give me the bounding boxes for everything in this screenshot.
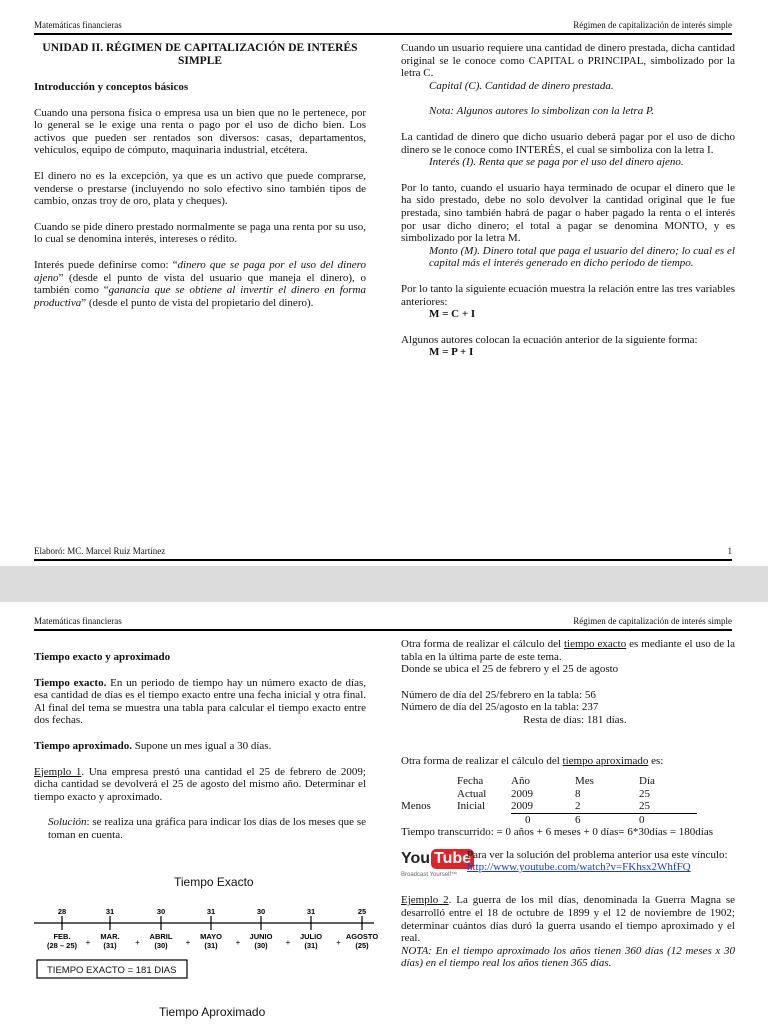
header-right: Régimen de capitalización de interés simple — [573, 616, 732, 626]
plus-sign: + — [85, 938, 91, 947]
text-run: Otra forma de realizar el cálculo del — [401, 754, 563, 767]
footer-rule — [34, 559, 732, 561]
month-sub-label: (31) — [304, 941, 318, 950]
month-name-label: JULIO — [299, 932, 323, 941]
header-cell: Fecha — [457, 775, 484, 788]
month-sub-label: (28 – 25) — [46, 941, 78, 950]
left-column — [34, 42, 366, 322]
header-rule — [34, 629, 732, 631]
text-run: . Una empresa prestó una cantidad el 25 de febrero de 2009; dicha cantidad se devolverá el 25 de agosto del mismo año. Determinar el tiempo exacto y aproximado. — [34, 765, 366, 803]
diagram-title: Tiempo Exacto — [174, 875, 254, 889]
cell: 8 — [575, 787, 581, 800]
header-rule — [34, 33, 732, 35]
header-left: Matemáticas financieras — [34, 20, 122, 30]
page-2 — [0, 602, 768, 1024]
logo-text: You — [401, 849, 431, 867]
days-difference: Resta de días: 181 días. — [523, 713, 627, 726]
plus-sign: + — [185, 938, 191, 947]
text-run: ganancia que se obtiene al invertir el dinero en forma productiva — [34, 284, 366, 309]
right-column — [401, 42, 735, 372]
header-cell: Año — [511, 775, 530, 788]
month-name-label: FEB. — [53, 932, 71, 941]
cell: 0 — [525, 813, 531, 826]
month-days-label: 25 — [357, 907, 367, 916]
cell: 2009 — [511, 800, 575, 813]
equation: M = P + I — [429, 346, 474, 359]
header-cell: Día — [639, 775, 655, 788]
row-label — [401, 813, 457, 826]
youtube-block — [401, 849, 735, 882]
cell: 25 — [639, 800, 697, 813]
example-label: Ejemplo 1 — [34, 765, 82, 778]
month-days-label: 31 — [105, 907, 115, 916]
note: NOTA: En el tiempo aproximado los años tienen 360 días (12 meses x 30 días) en el tiempo real los años tienen 365 días. — [401, 944, 735, 970]
example-2 — [401, 894, 735, 944]
cell — [457, 813, 511, 826]
solution-label: Solución — [48, 816, 87, 829]
text-run: . La guerra de los mil días, denominada la Guerra Magna se desarrolló entre el 18 de octubre de 1899 y el 12 de noviembre de 1902; determinar cuántos días duró la guerra usando el tiempo aproximado y el real. — [401, 894, 735, 945]
exact-time-paragraph — [34, 677, 366, 727]
text-run: En un periodo de tiempo hay un número exacto de días, esa cantidad de días es el tiempo exacto entre una fecha inicial y otra final. Al final del tema se muestra una tabla para calcular el tiempo exacto entre dos fechas. — [34, 676, 366, 727]
plus-sign: + — [235, 938, 241, 947]
plus-sign: + — [336, 938, 341, 947]
left-column — [34, 651, 366, 855]
header-right: Régimen de capitalización de interés simple — [573, 20, 732, 30]
month-name-label: MAR. — [100, 932, 120, 941]
term: Tiempo aproximado. — [34, 739, 132, 752]
month-name-label: MAYO — [200, 932, 222, 941]
elapsed-time: Tiempo transcurrido: = 0 años + 6 meses + 0 días= 6*30días = 180días — [401, 826, 714, 839]
text-run: es: — [648, 754, 664, 767]
paragraph: Cuando una persona física o empresa usa un bien que no le pertenece, por lo general se le exige una renta o pago por el uso de dicho bien. Los activos que pueden ser rentados son diversos: casas, departamentos, vehículos, equipo de cómputo, maquinaria industrial, etcétera. — [34, 106, 366, 157]
unit-title: UNIDAD II. RÉGIMEN DE CAPITALIZACIÓN DE INTERÉS SIMPLE — [42, 42, 358, 67]
page-header — [34, 20, 732, 30]
month-days-label: 31 — [306, 907, 316, 916]
table-row — [401, 813, 697, 826]
paragraph — [401, 755, 735, 768]
exact-time-diagram — [34, 864, 379, 1024]
approx-time-paragraph — [34, 740, 366, 753]
month-sub-label: (30) — [154, 941, 168, 950]
youtube-text — [467, 849, 735, 874]
table-row — [401, 788, 697, 801]
cell: 6 — [575, 813, 581, 826]
month-days-label: 30 — [256, 907, 266, 916]
definition: Interés (I). Renta que se paga por el uso del dinero ajeno. — [429, 156, 684, 169]
term: Tiempo exacto. — [34, 676, 107, 689]
cell: 2009 — [511, 787, 533, 800]
note: Nota: Algunos autores lo simbolizan con la letra P. — [429, 105, 655, 118]
solution — [34, 816, 366, 841]
text-run: tiempo exacto — [564, 638, 627, 650]
definition: Monto (M). Dinero total que paga el usuario del dinero; lo cual es el capital más el interés generado en dicho periodo de tiempo. — [429, 244, 735, 270]
month-sub-label: (30) — [254, 941, 268, 950]
paragraph: Donde se ubica el 25 de febrero y el 25 de agosto — [401, 663, 619, 676]
page-header — [34, 616, 732, 626]
paragraph: Por lo tanto, cuando el usuario haya terminado de ocupar el dinero que le ha sido prestado, debe no solo devolver la cantidad original que le fue prestada, sino también habrá de pagar o haber pagado la renta o el interés por usar dicho dinero; el total a pagar se denomina MONTO, y es simbolizado por la letra M. — [401, 181, 735, 245]
month-name-label: ABRIL — [149, 932, 173, 941]
example-1 — [34, 766, 366, 804]
example-label: Ejemplo 2 — [401, 894, 449, 907]
youtube-link[interactable]: http://www.youtube.com/watch?v=FKhsx2WhfFQ — [467, 861, 691, 874]
cell: Inicial — [457, 800, 486, 813]
text-run: ” (desde el punto de vista del propietario del dinero). — [81, 296, 314, 309]
text-run: : se realiza una gráfica para indicar los días de los meses que se toman en cuenta. — [48, 816, 366, 841]
header-cell: Mes — [575, 775, 594, 788]
equation: M = C + I — [429, 308, 476, 321]
paragraph: Algunos autores colocan la ecuación anterior de la siguiente forma: — [401, 333, 698, 346]
month-days-label: 30 — [156, 907, 166, 916]
month-sub-label: (31) — [204, 941, 218, 950]
paragraph: El dinero no es la excepción, ya que es un activo que puede comprarse, venderse o prestarse (incluyendo no solo efectivo sino también tipos de cambio, onzas troy de oro, plata y cheques). — [34, 169, 366, 208]
text-run: ” (desde el punto de vista del usuario que maneja el dinero), o también como “ — [34, 271, 366, 297]
text-run: dinero que se paga por el uso del dinero ajeno — [34, 258, 366, 284]
approx-time-table — [401, 775, 697, 826]
header-left: Matemáticas financieras — [34, 616, 122, 626]
logo-text: Tube — [431, 849, 474, 869]
cell: 2 — [575, 800, 639, 813]
table-lookup: Número de día del 25/febrero en la tabla: 56 — [401, 688, 596, 701]
month-days-label: 31 — [206, 907, 216, 916]
month-sub-label: (31) — [103, 941, 117, 950]
text-run: Otra forma de realizar el cálculo del — [401, 638, 564, 650]
paragraph — [401, 638, 735, 663]
diagram-title-2: Tiempo Aproximado — [159, 1005, 266, 1019]
month-name-label: JUNIO — [249, 932, 273, 941]
paragraph: La cantidad de dinero que dicho usuario deberá pagar por el uso de dicho dinero se le conoce como INTERÉS, el cual se simboliza con la letra I. — [401, 130, 735, 156]
text-run: tiempo aproximado — [562, 754, 649, 767]
paragraph: Cuando un usuario requiere una cantidad de dinero prestada, dicha cantidad original se le conoce como CAPITAL o PRINCIPAL, simbolizado por la letra C. — [401, 42, 735, 80]
table-header — [401, 775, 697, 788]
paragraph: Cuando se pide dinero prestado normalmente se paga una renta por su uso, lo cual se denomina interés, intereses o rédito. — [34, 220, 366, 246]
total-label: TIEMPO EXACTO = 181 DIAS — [47, 965, 177, 976]
month-days-label: 28 — [57, 907, 67, 916]
month-name-label: AGOSTO — [345, 932, 379, 941]
row-label — [401, 788, 457, 801]
table-lookup: Número de día del 25/agosto en la tabla: 237 — [401, 701, 599, 714]
row-label: Menos — [401, 800, 431, 813]
footer-author: Elaboró: MC. Marcel Ruiz Martínez — [34, 546, 166, 556]
table-row — [401, 800, 697, 813]
definition: Capital (C). Cantidad de dinero prestada. — [429, 79, 614, 92]
right-column — [401, 638, 735, 970]
text-run: Interés puede definirse como: “ — [34, 258, 178, 271]
page-number: 1 — [727, 546, 732, 556]
interest-definition — [34, 259, 366, 309]
plus-sign: + — [285, 938, 291, 947]
month-sub-label: (25) — [355, 941, 369, 950]
text-run: Supone un mes igual a 30 días. — [132, 739, 272, 752]
section-title: Introducción y conceptos básicos — [34, 81, 189, 93]
page-footer — [34, 546, 732, 556]
section-title: Tiempo exacto y aproximado — [34, 651, 171, 663]
text-run: Para ver la solución del problema anterior usa este vínculo: — [467, 848, 728, 861]
cell: 0 — [639, 813, 645, 826]
text-run: es mediante el uso de la tabla en la última parte de este tema. — [401, 638, 735, 663]
cell: 25 — [639, 787, 650, 800]
plus-sign: + — [135, 938, 140, 947]
paragraph: Por lo tanto la siguiente ecuación muestra la relación entre las tres variables anteriores: — [401, 282, 735, 308]
youtube-logo-icon — [401, 849, 472, 882]
logo-tagline: Broadcast Yourself™ — [401, 871, 458, 878]
cell: Actual — [457, 787, 487, 800]
